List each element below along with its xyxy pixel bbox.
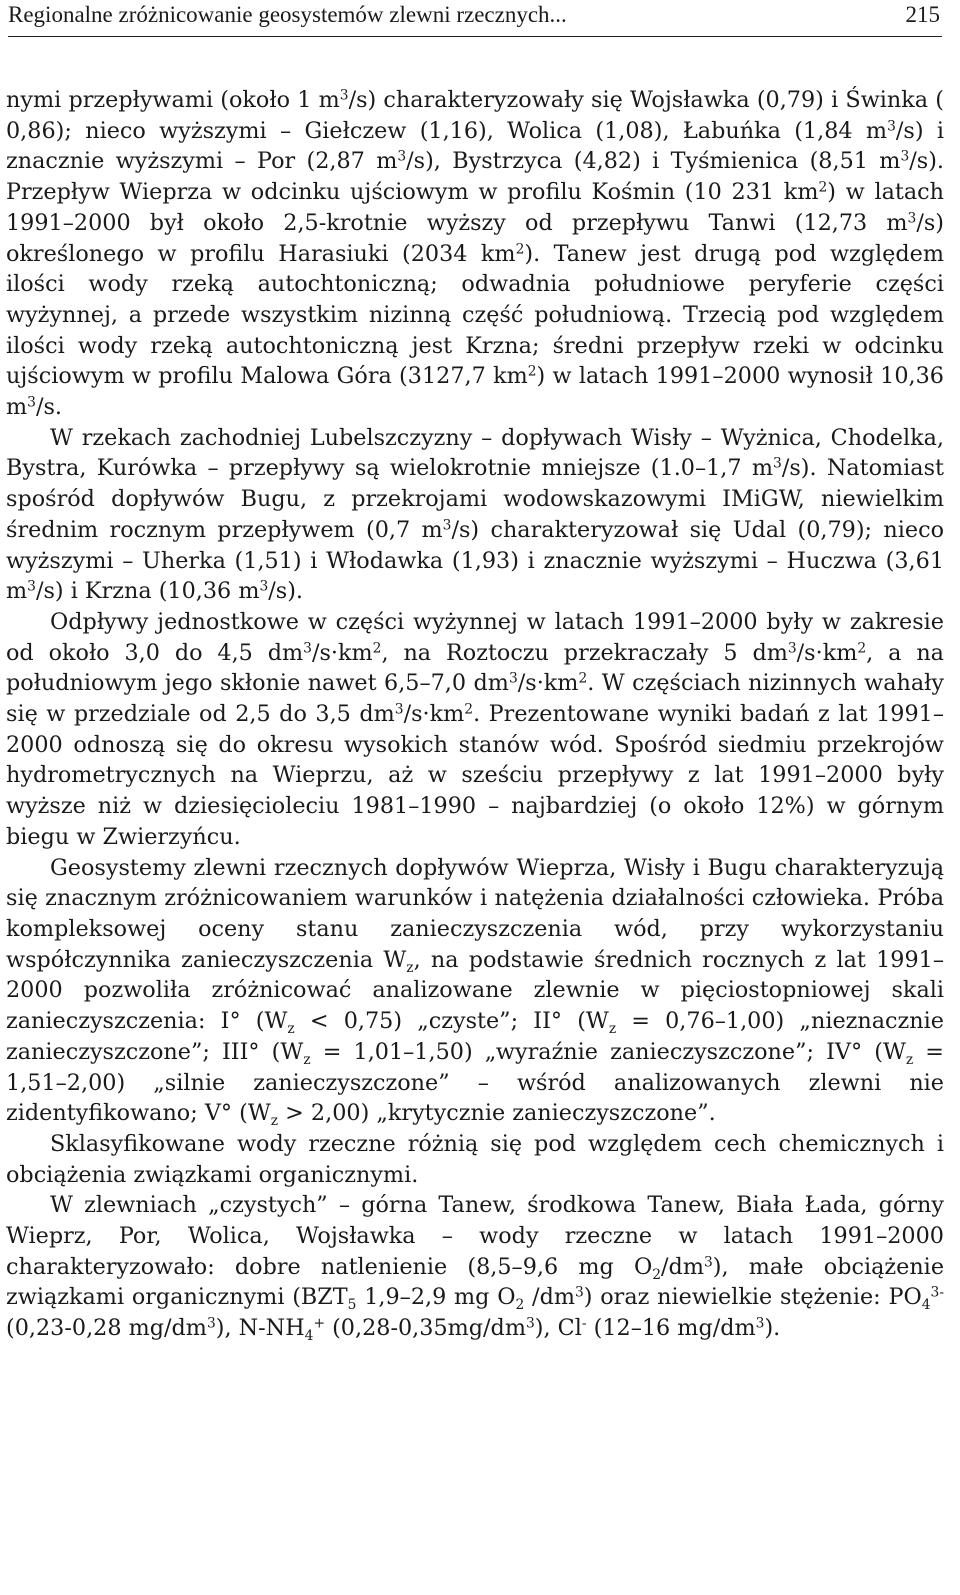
- paragraph-1: nymi przepływami (około 1 $m^3/s$) charakteryzowały się Wojsławka (0,79) i Świnka ( 0,86); nieco wyższymi – Giełczew (1,16), Wolica (1,08), Łabuńka (1,84 $m^3/s$) i znacznie wyższymi – Por (2,87 $m^3/s$), Bystrzyca (4,82) i Tyśmienica (8,51 $m^3/s$). Przepływ Wieprza w odcinku ujściowym w profilu Kośmin (10 231 $km^2$) w latach 1991–2000 był około 2,5-krotnie wyższy od przepływu Tanwi (12,73 $m^3/s$) określonego w profilu Harasiuki (2034 $km^2$). Tanew jest drugą pod względem ilości wody rzeką autochtoniczną; odwadnia południowe peryferie części wyżynnej, a przede wszystkim nizinną część południową. Trzecią pod względem ilości wody rzeką autochtoniczną jest Krzna; średni przepływ rzeki w odcinku ujściowym w profilu Malowa Góra (3127,7 $km^2$) w latach 1991–2000 wynosił 10,36 $m^3/s$.: [6, 87, 944, 421]
- running-title: Regionalne zróżnicowanie geosystemów zlewni rzecznych...: [8, 2, 567, 27]
- running-header: [8, 2, 942, 37]
- body-text: [6, 85, 944, 1344]
- paragraph-6: W zlewniach „czystych” – górna Tanew, środkowa Tanew, Biała Łada, górny Wieprz, Por, Wolica, Wojsławka – wody rzeczne w latach 1991–2000 charakteryzowało: dobre natlenienie (8,5–9,6 mg $O_2/dm^3$), małe obciążenie związkami organicznymi ($BZT_5$ 1,9–2,9 mg $O_2$ $/dm^3$) oraz niewielkie stężenie: $PO_4^{3-}$ (0,23-0,28 $mg/dm^3$), $N-NH_4^+$ $(0,28-0,35mg/dm^3)$, Cl- (12–16 $mg/dm^3$).: [6, 1192, 945, 1344]
- paragraph-2: W rzekach zachodniej Lubelszczyzny – dopływach Wisły – Wyżnica, Chodelka, Bystra, Kurówka – przepływy są wielokrotnie mniejsze (1.0–1,7 $m^3/s$). Natomiast spośród dopływów Bugu, z przekrojami wodowskazowymi IMiGW, niewielkim średnim rocznym przepływem (0,7 $m^3/s$) charakteryzował się Udal (0,79); nieco wyższymi – Uherka (1,51) i Włodawka (1,93) i znacznie wyższymi – Huczwa (3,61 $m^3/s$) i Krzna (10,36 $m^3/s$).: [6, 424, 945, 605]
- paragraph-5: Sklasyfikowane wody rzeczne różnią się pod względem cech chemicznych i obciążenia związkami organicznymi.: [6, 1130, 944, 1188]
- paragraph-3: Odpływy jednostkowe w części wyżynnej w latach 1991–2000 były w zakresie od około 3,0 do 4,5 $dm^3/s\cdot km^2$, na Roztoczu przekraczały 5 $dm^3/s\cdot km^2$, a na południowym jego skłonie nawet 6,5–7,0 $dm^3/s\cdot km^2$. W częściach nizinnych wahały się w przedziale od 2,5 do 3,5 $dm^3/s\cdot km^2$. Prezentowane wyniki badań z lat 1991–2000 odnoszą się do okresu wysokich stanów wód. Spośród siedmiu przekrojów hydrometrycznych na Wieprzu, aż w sześciu przepływy z lat 1991–2000 były wyższe niż w dziesięcioleciu 1981–1990 – najbardziej (o około 12%) w górnym biegu w Zwierzyńcu.: [6, 608, 945, 850]
- page-number: 215: [905, 2, 940, 27]
- paragraph-4: Geosystemy zlewni rzecznych dopływów Wieprza, Wisły i Bugu charakteryzują się znacznym zróżnicowaniem warunków i natężenia działalności człowieka. Próba kompleksowej oceny stanu zanieczyszczenia wód, przy wykorzystaniu współczynnika zanieczyszczenia $W_z$, na podstawie średnich rocznych z lat 1991–2000 pozwoliła zróżnicować analizowane zlewnie w pięciostopniowej skali zanieczyszczenia: I° $(W_z < 0,75)$ „czyste”; II° $(W_z = 0,76-1,00)$ „nieznacznie zanieczyszczone”; III° $(W_z = 1,01-1,50)$ „wyraźnie zanieczyszczone”; IV° $(W_z = 1,51-2,00)$ „silnie zanieczyszczone” – wśród analizowanych zlewni nie zidentyfikowano; V° $(W_z > 2,00)$ „krytycznie zanieczyszczone”.: [6, 854, 944, 1130]
